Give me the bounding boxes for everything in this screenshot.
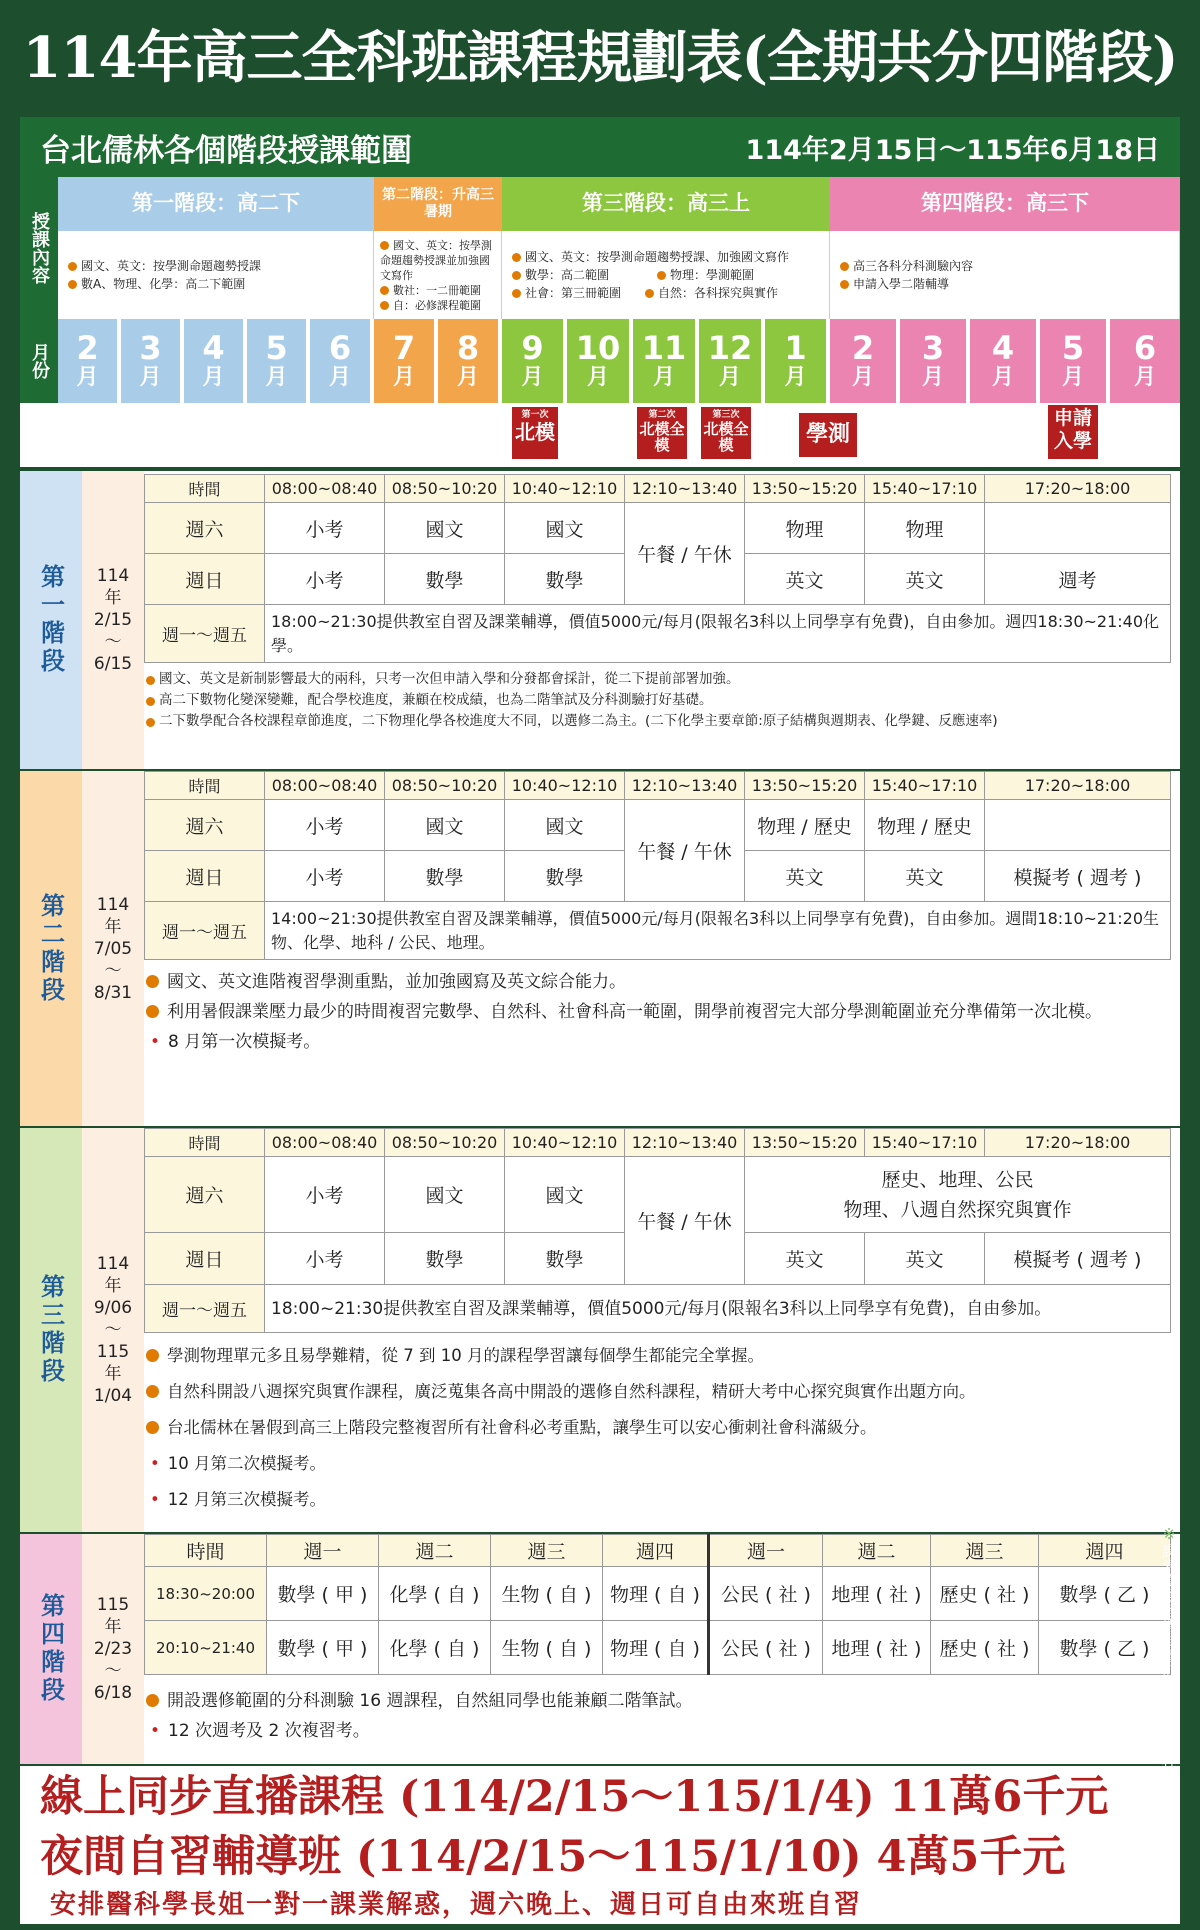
table-cell: 數學 ( 甲 ) [267,1621,379,1675]
exam-badge: 第二次 北模全模 [637,407,687,459]
phase-overview [20,177,1180,467]
month-cell: 2 月 [830,319,900,403]
month-cell: 4 月 [184,319,247,403]
stage-date: 115 年 2/23 ～ 6/18 [82,1534,144,1764]
month-cell: 7 月 [374,319,438,403]
table-cell: 數學 [505,851,625,902]
stage-4 [20,1534,1180,1764]
table-cell: 物理 / 歷史 [865,800,985,851]
table-cell: 歷史 ( 社 ) [931,1567,1039,1621]
table-cell: 模擬考 ( 週考 ) [985,851,1171,902]
table-header: 時間 [145,772,265,800]
table-header: 17:20~18:00 [985,1129,1171,1157]
table-cell: 小考 [265,1157,385,1233]
table-cell: 化學 ( 自 ) [379,1567,491,1621]
table-cell: 公民 ( 社 ) [709,1567,823,1621]
table-cell: 英文 [745,851,865,902]
day-label: 週日 [145,851,265,902]
table-cell: 物理 / 歷史 [745,800,865,851]
phase-2-content [374,231,502,319]
list-item: 利用暑假課業壓力最少的時間複習完數學、自然科、社會科高一範圍，開學前複習完大部分學測範圍並充分準備第一次北模。 [146,997,1170,1027]
table-cell: 公民 ( 社 ) [709,1621,823,1675]
list-item: 社會：第三冊範圍 自然：各科探究與實作 [512,284,819,302]
list-item: 申請入學二階輔導 [840,275,1169,293]
table-header: 12:10~13:40 [625,772,745,800]
table-cell: 國文 [385,503,505,554]
table-header: 15:40~17:10 [865,475,985,503]
table-cell: 英文 [865,1233,985,1285]
subtitle: 台北儒林各個階段授課範圍 [40,132,412,169]
table-cell: 國文 [385,1157,505,1233]
stage-notes [146,669,1166,732]
lunch-cell: 午餐 / 午休 [625,503,745,605]
table-header: 週二 [823,1535,931,1567]
table-cell: 生物 ( 自 ) [491,1567,603,1621]
list-item: 數社：一二冊範圍 [380,283,495,298]
table-cell: 數學 [385,1233,505,1285]
table-cell: 週考 [985,554,1171,605]
stage-label: 第二階段 [20,771,82,1126]
stage-label: 第一階段 [20,471,82,769]
table-cell: 物理 ( 自 ) [603,1621,709,1675]
page-title: 114年高三全科班課程規劃表(全期共分四階段) [22,25,1178,91]
stage-1 [20,471,1180,769]
list-item: 台北儒林在暑假到高三上階段完整複習所有社會科必考重點，讓學生可以安心衝刺社會科滿級分。 [146,1410,1172,1446]
list-item: 學測物理單元多且易學難精，從 7 到 10 月的課程學習讓每個學生都能完全掌握。 [146,1338,1172,1374]
table-cell: 英文 [745,1233,865,1285]
table-cell: 數學 [385,554,505,605]
month-cell: 11 月 [633,319,699,403]
table-header: 08:00~08:40 [265,772,385,800]
table-header: 15:40~17:10 [865,772,985,800]
stage-notes [146,1686,1166,1746]
table-cell: 地理 ( 社 ) [823,1567,931,1621]
table-cell: 小考 [265,554,385,605]
phase-4-head: 第四階段：高三下 [830,177,1180,231]
table-cell: 模擬考 ( 週考 ) [985,1233,1171,1285]
table-cell: 歷史、地理、公民 物理、八週自然探究與實作 [745,1157,1171,1233]
list-item: 國文、英文進階複習學測重點，並加強國寫及英文綜合能力。 [146,967,1170,997]
month-cell: 12 月 [699,319,765,403]
table-header: 週二 [379,1535,491,1567]
month-cell: 5 月 [247,319,310,403]
table-cell: 數學 [505,554,625,605]
table-cell: 國文 [505,503,625,554]
table-header: 週四 [1039,1535,1171,1567]
table-cell: 數學 [505,1233,625,1285]
month-cell: 5 月 [1040,319,1110,403]
ad-tutoring: 安排醫科學長姐一對一課業解惑，週六晚上、週日可自由來班自習 [20,1886,1180,1924]
stage-notes [146,967,1170,1057]
table-cell: 數學 [385,851,505,902]
table-cell: 小考 [265,503,385,554]
list-item: 國文、英文：按學測命題趨勢授課 [68,257,363,275]
list-item: 自然科開設八週探究與實作課程，廣泛蒐集各高中開設的選修自然科課程，精研大考中心探究與實作出題方向。 [146,1374,1172,1410]
table-header: 週一 [267,1535,379,1567]
list-item: • 8 月第一次模擬考。 [150,1032,321,1052]
phase-1-head: 第一階段：高二下 [58,177,374,231]
table-header: 13:50~15:20 [745,772,865,800]
phase-3-head: 第三階段：高三上 [502,177,830,231]
table-cell: 歷史 ( 社 ) [931,1621,1039,1675]
list-item: 國文、英文：按學測命題趨勢授課、加強國文寫作 [512,248,819,266]
table-header: 08:50~10:20 [385,1129,505,1157]
month-cell: 3 月 [121,319,184,403]
table-cell: 18:30~20:00 [145,1567,267,1621]
month-cell: 1 月 [765,319,830,403]
weekday-info: 18:00~21:30提供教室自習及課業輔導，價值5000元/每月(限報名3科以上同學享有免費)，自由參加。週四18:30~21:40化學。 [265,605,1171,663]
list-item: 數學：高二範圍 物理：學測範圍 [512,266,819,284]
table-cell: 國文 [505,800,625,851]
table-cell: 小考 [265,1233,385,1285]
ad-online-course: 線上同步直播課程 (114/2/15～115/1/4) 11萬6千元 [20,1766,1180,1828]
table-header: 08:50~10:20 [385,772,505,800]
table-cell: 化學 ( 自 ) [379,1621,491,1675]
list-item: 開設選修範圍的分科測驗 16 週課程，自然組同學也能兼顧二階筆試。 [146,1686,1166,1716]
list-item: 自：必修課程範圍 [380,298,495,313]
month-cell: 2 月 [58,319,121,403]
month-cell: 10 月 [567,319,633,403]
table-header: 週三 [931,1535,1039,1567]
list-item: • 10 月第二次模擬考。 [150,1454,326,1473]
table-cell: 小考 [265,851,385,902]
weekday-info: 18:00~21:30提供教室自習及課業輔導，價值5000元/每月(限報名3科以上同學享有免費)，自由參加。 [265,1285,1171,1333]
day-label: 週日 [145,554,265,605]
table-header: 週四 [603,1535,709,1567]
side-note: ※課表模擬考皆為暫訂，以實際時程為主 [1160,1525,1178,1798]
list-item: 國文、英文：按學測命題趨勢授課並加強國文寫作 [380,238,492,282]
list-item: 國文、英文是新制影響最大的兩科，只考一次但申請入學和分發都會採計，從二下提前部署加強。 [146,669,1166,690]
table-cell: 物理 ( 自 ) [603,1567,709,1621]
table-cell: 20:10~21:40 [145,1621,267,1675]
exam-badge: 申請入學 [1048,405,1098,459]
table-cell: 生物 ( 自 ) [491,1621,603,1675]
day-label: 週日 [145,1233,265,1285]
month-cell: 6 月 [1110,319,1180,403]
table-cell: 物理 [745,503,865,554]
month-cell: 8 月 [438,319,502,403]
weekday-info: 14:00~21:30提供教室自習及課業輔導，價值5000元/每月(限報名3科以上同學享有免費)，自由參加。週間18:10~21:20生物、化學、地科 / 公民、地理。 [265,902,1171,960]
month-cell: 4 月 [970,319,1040,403]
table-header: 12:10~13:40 [625,475,745,503]
table-header: 10:40~12:10 [505,475,625,503]
table-cell: 英文 [865,554,985,605]
table-header: 17:20~18:00 [985,772,1171,800]
table-header: 08:00~08:40 [265,1129,385,1157]
day-label: 週一～週五 [145,902,265,960]
table-cell [985,503,1171,554]
exam-badge: 第三次 北模全模 [701,407,751,459]
day-label: 週一～週五 [145,1285,265,1333]
list-item: 二下數學配合各校課程章節進度，二下物理化學各校進度大不同，以選修二為主。(二下化學主要章節:原子結構與週期表、化學鍵、反應速率) [146,711,1166,732]
month-label: 月份 [20,319,58,403]
table-header: 08:00~08:40 [265,475,385,503]
stage-label: 第三階段 [20,1128,82,1532]
month-cell: 9 月 [502,319,567,403]
table-header: 13:50~15:20 [745,475,865,503]
table-header: 13:50~15:20 [745,1129,865,1157]
phase-2-head: 第二階段：升高三暑期 [374,177,502,231]
table-cell: 小考 [265,800,385,851]
stage-3 [20,1128,1180,1532]
table-cell: 英文 [865,851,985,902]
exam-badge: 第一次 北模 [512,407,558,459]
table-header: 08:50~10:20 [385,475,505,503]
lunch-cell: 午餐 / 午休 [625,800,745,902]
list-item: • 12 次週考及 2 次複習考。 [150,1721,370,1741]
month-cell: 3 月 [900,319,970,403]
table-cell [985,800,1171,851]
date-range: 114年2月15日～115年6月18日 [745,134,1160,166]
schedule-table [144,1128,1171,1333]
list-item: • 12 月第三次模擬考。 [150,1490,326,1509]
table-cell: 地理 ( 社 ) [823,1621,931,1675]
table-header: 時間 [145,1129,265,1157]
table-header: 12:10~13:40 [625,1129,745,1157]
day-label: 週六 [145,800,265,851]
list-item: 高二下數物化變深變難，配合學校進度，兼顧在校成績，也為二階筆試及分科測驗打好基礎。 [146,690,1166,711]
table-header: 時間 [145,1535,267,1567]
table-header: 10:40~12:10 [505,772,625,800]
table-cell: 國文 [385,800,505,851]
table-cell: 英文 [745,554,865,605]
stage-notes [146,1338,1172,1518]
stage-date: 114 年 2/15 ～ 6/15 [82,471,144,769]
stage-date: 114 年 7/05 ～ 8/31 [82,771,144,1126]
content-label: 授課內容 [20,177,58,319]
stage-label: 第四階段 [20,1534,82,1764]
month-cell: 6 月 [310,319,374,403]
schedule-table [144,1534,1171,1675]
table-cell: 數學 ( 乙 ) [1039,1567,1171,1621]
table-cell: 國文 [505,1157,625,1233]
day-label: 週六 [145,503,265,554]
schedule-table [144,771,1171,960]
stage-date: 114 年 9/06 ～ 115 年 1/04 [82,1128,144,1532]
day-label: 週六 [145,1157,265,1233]
lunch-cell: 午餐 / 午休 [625,1157,745,1285]
table-cell: 數學 ( 甲 ) [267,1567,379,1621]
month-row [58,319,1180,403]
subtitle-bar [20,117,1180,177]
table-cell: 數學 ( 乙 ) [1039,1621,1171,1675]
table-cell: 物理 [865,503,985,554]
phase-1-content [58,231,374,319]
list-item: 高三各科分科測驗內容 [840,257,1169,275]
day-label: 週一～週五 [145,605,265,663]
table-header: 10:40~12:10 [505,1129,625,1157]
table-header: 週一 [709,1535,823,1567]
ad-night-class: 夜間自習輔導班 (114/2/15～115/1/10) 4萬5千元 [20,1828,1180,1886]
table-header: 15:40~17:10 [865,1129,985,1157]
table-header: 17:20~18:00 [985,475,1171,503]
phase-4-content [830,231,1180,319]
schedule-table [144,474,1171,663]
exam-badge: 學測 [799,413,857,457]
table-header: 時間 [145,475,265,503]
stage-2 [20,771,1180,1126]
list-item: 數A、物理、化學：高二下範圍 [68,275,363,293]
phase-3-content [502,231,830,319]
table-header: 週三 [491,1535,603,1567]
